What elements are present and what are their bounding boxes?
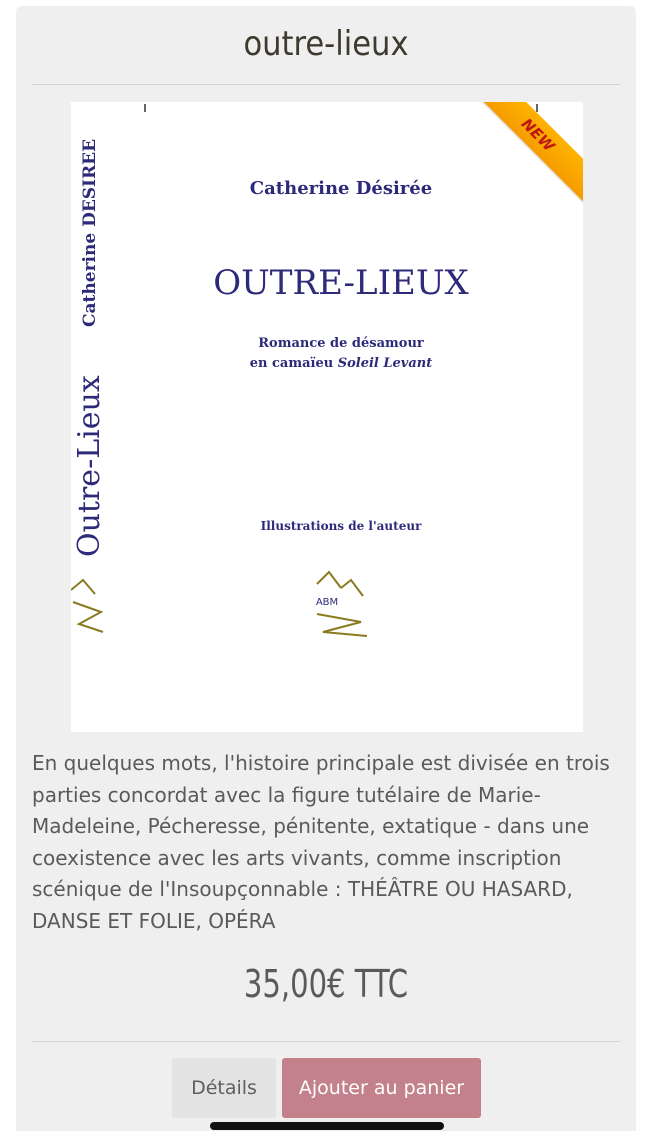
details-button[interactable]: Détails [172, 1058, 276, 1118]
spine-title-text: Outre-Lieux [72, 375, 107, 557]
cover-title-text: OUTRE-LIEUX [213, 263, 469, 303]
cover-illustrations-text: Illustrations de l'auteur [260, 519, 422, 533]
publisher-logo-text: ABM [315, 597, 339, 608]
product-description: En quelques mots, l'histoire principale est divisée en trois parties concordat avec la figure tutélaire de Marie-Madeleine, Pécheresse, pénitente, extatique - dans une coexistence avec les arts vivants, comme inscription scénique de l'Insoupçonnable : THÉÂTRE OU HASARD, DANSE ET FOLIE, OPÉRA [32, 751, 610, 933]
add-to-cart-button[interactable]: Ajouter au panier [282, 1058, 481, 1118]
cover-subtitle-line2: en camaïeu Soleil Levant [249, 356, 433, 371]
book-cover [71, 102, 583, 732]
price-divider [32, 1041, 620, 1042]
product-title[interactable]: outre-lieux [243, 24, 409, 64]
cover-author-text: Catherine Désirée [249, 178, 433, 199]
home-indicator[interactable] [210, 1122, 444, 1130]
product-image[interactable] [71, 102, 583, 732]
cover-subtitle-line1: Romance de désamour [258, 336, 424, 351]
product-card [16, 6, 636, 1131]
title-divider [32, 84, 620, 85]
spine-author-text: Catherine DESIREE [80, 138, 100, 327]
new-badge-label: NEW [517, 114, 559, 156]
product-price: 35,00€ TTC [243, 962, 409, 1006]
